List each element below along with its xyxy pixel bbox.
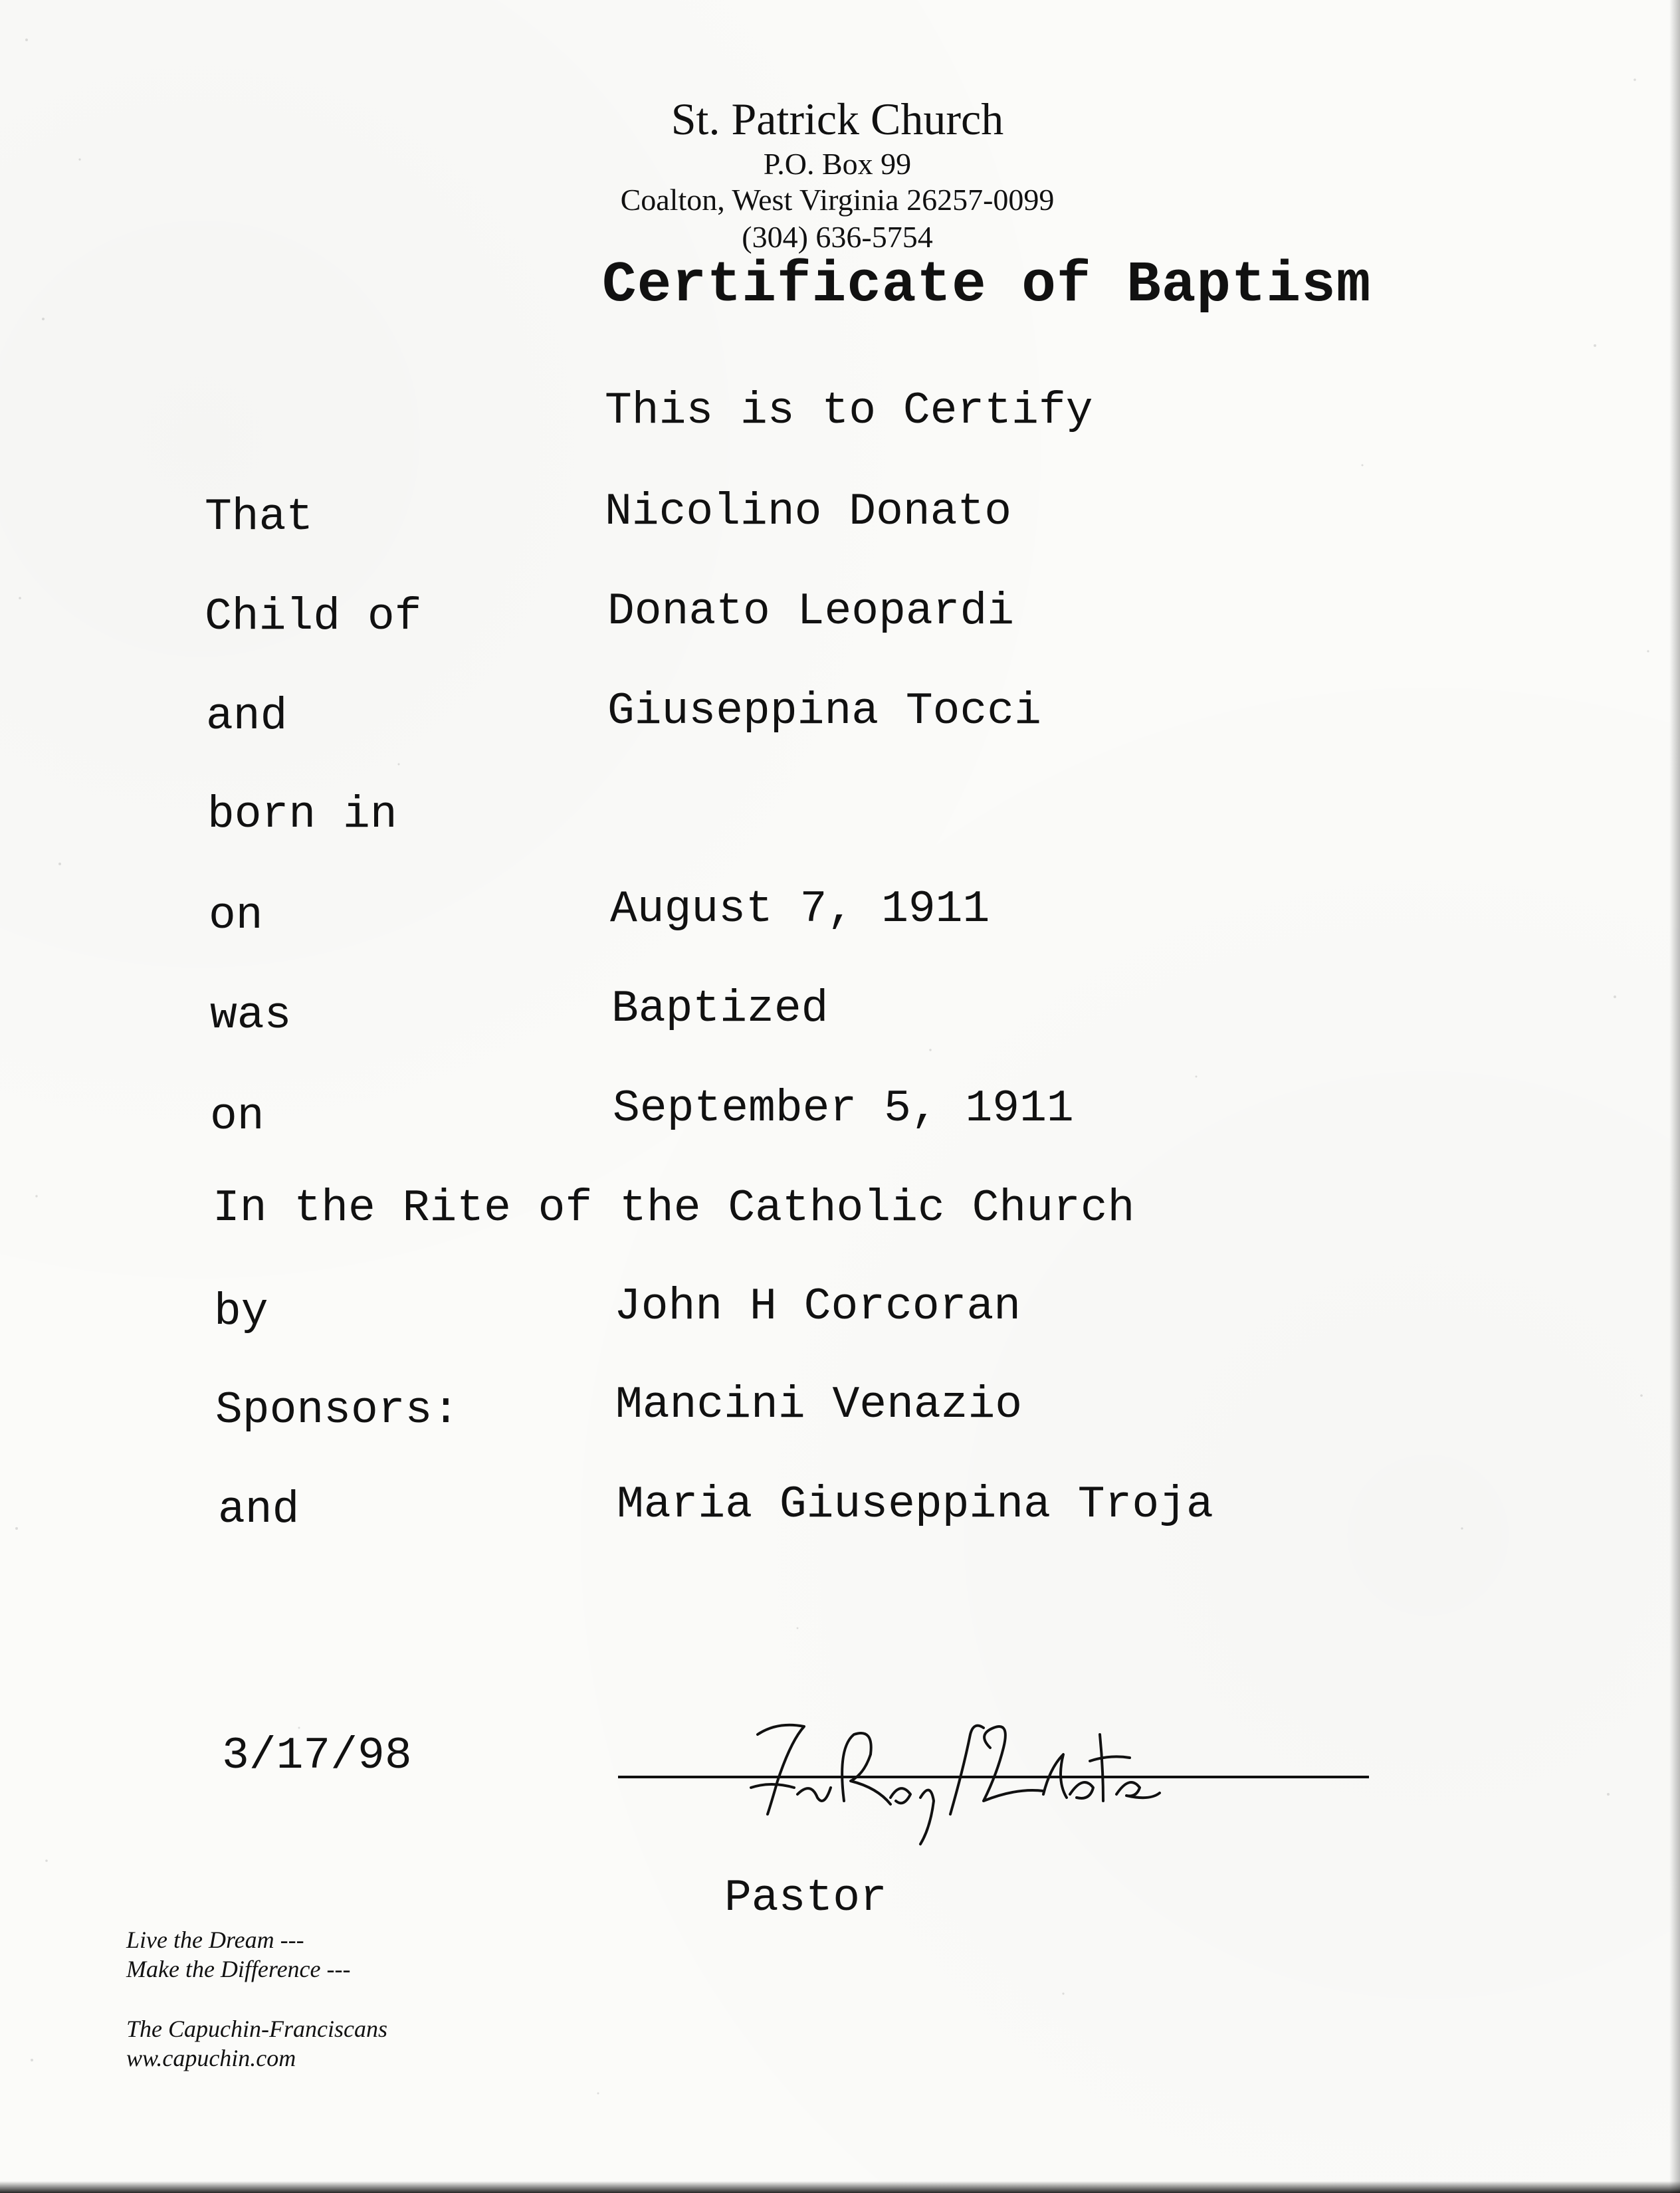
field-label-child-of: Child of: [205, 591, 422, 643]
scan-edge-bottom: [0, 2181, 1680, 2193]
field-value-sponsor-1: Mancini Venazio: [615, 1380, 1023, 1431]
field-label-was: was: [210, 990, 292, 1041]
field-label-born-in: born in: [207, 789, 397, 841]
certificate-title: Certificate of Baptism: [602, 253, 1372, 318]
field-value-child-name: Nicolino Donato: [605, 486, 1012, 538]
field-label-on-birth: on: [209, 890, 263, 942]
church-po-box: P.O. Box 99: [763, 147, 912, 181]
rite-line: In the Rite of the Catholic Church: [213, 1183, 1135, 1234]
date-signed: 3/17/98: [222, 1730, 412, 1782]
footer-org: The Capuchin-Franciscans: [126, 2016, 387, 2042]
field-label-sponsors: Sponsors:: [215, 1385, 460, 1436]
field-value-sponsor-2: Maria Giuseppina Troja: [617, 1479, 1213, 1530]
footer-slogan-2: Make the Difference ---: [126, 1956, 351, 1982]
pastor-signature: [731, 1688, 1170, 1847]
field-value-birth-date: August 7, 1911: [610, 884, 990, 935]
signature-title: Pastor: [724, 1873, 887, 1924]
field-value-father: Donato Leopardi: [607, 586, 1015, 637]
field-label-and: and: [206, 691, 288, 742]
field-label-by: by: [214, 1287, 268, 1338]
certify-line: This is to Certify: [605, 385, 1093, 437]
scan-edge-right: [1669, 0, 1680, 2193]
field-value-mother: Giuseppina Tocci: [607, 686, 1041, 737]
field-value-baptism-date: September 5, 1911: [613, 1083, 1074, 1134]
field-label-that: That: [205, 492, 314, 543]
church-phone: (304) 636-5754: [742, 220, 933, 254]
field-label-on-baptism: on: [210, 1091, 264, 1142]
field-value-officiant: John H Corcoran: [614, 1281, 1021, 1332]
footer-website: ww.capuchin.com: [126, 2045, 296, 2071]
field-label-and-sponsor: and: [218, 1485, 300, 1536]
church-name: St. Patrick Church: [671, 94, 1004, 144]
field-value-sacrament: Baptized: [611, 984, 829, 1035]
church-address: Coalton, West Virginia 26257-0099: [620, 183, 1055, 217]
footer-slogan-1: Live the Dream ---: [126, 1927, 304, 1953]
